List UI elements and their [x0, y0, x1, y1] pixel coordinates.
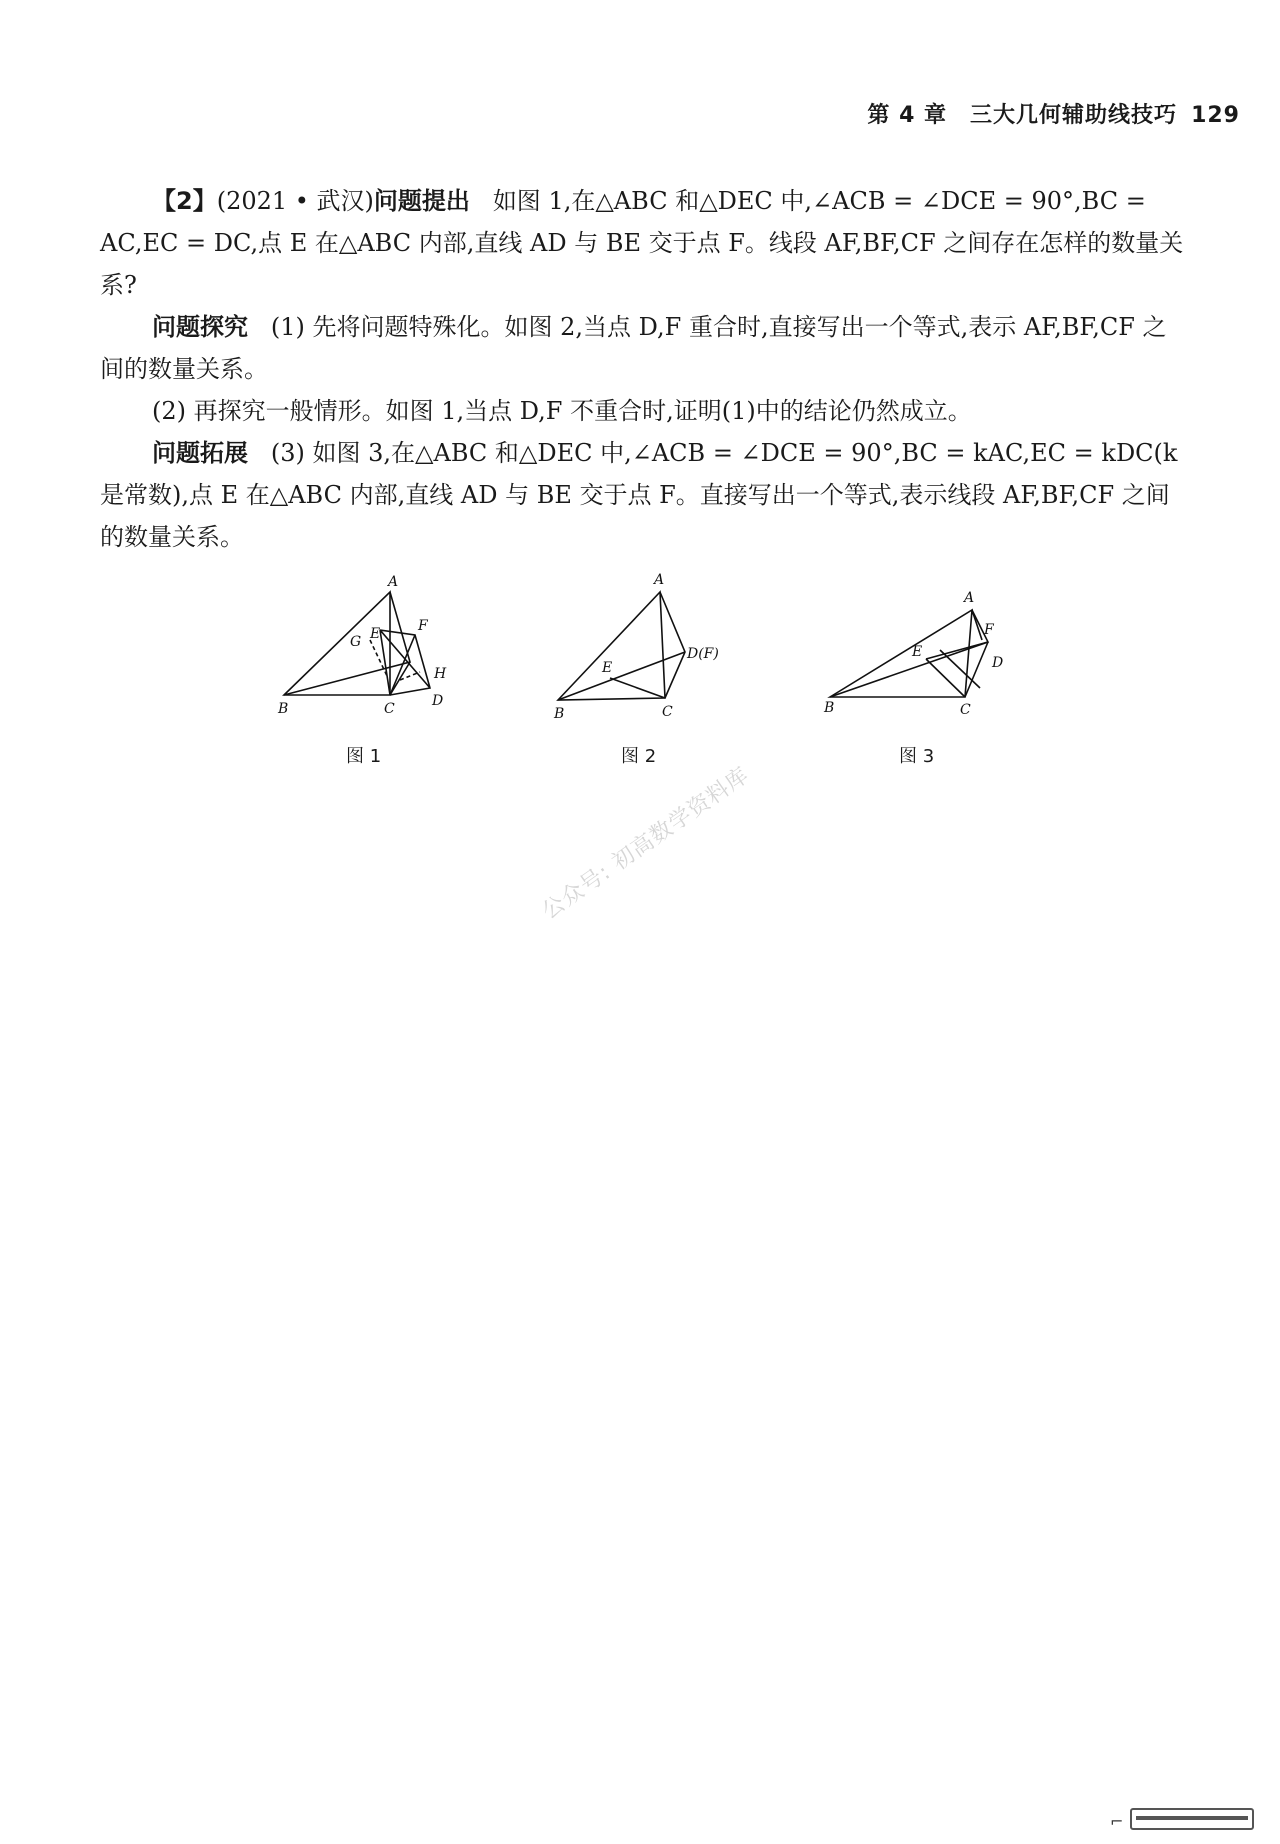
fig1-label-c: C	[384, 701, 395, 717]
paragraph-1: 如图 1,在△ABC 和△DEC 中,∠ACB = ∠DCE = 90°,BC = AC,EC = DC,点 E 在△ABC 内部,直线 AD 与 BE 交于点 F。线段 AF,BF,CF 之间存在怎样的数量关系?	[100, 187, 1184, 299]
fig1-label-f: F	[418, 618, 428, 634]
paragraph-2: (1) 先将问题特殊化。如图 2,当点 D,F 重合时,直接写出一个等式,表示 AF,BF,CF 之间的数量关系。	[100, 313, 1167, 383]
extend-part	[100, 432, 1190, 558]
paragraph-3: (2) 再探究一般情形。如图 1,当点 D,F 不重合时,证明(1)中的结论仍然成立。	[152, 397, 972, 425]
fig3-label-a: A	[964, 590, 975, 606]
corner-mark-icon: ⌐	[1110, 1812, 1124, 1831]
watermark: 公众号: 初高数学资料库	[537, 762, 755, 925]
heading-explore: 问题探究	[152, 313, 248, 341]
figure-1-diagram	[270, 570, 470, 730]
problem-number: 【2】	[152, 187, 217, 215]
explore-part-1	[100, 306, 1190, 390]
problem-source: (2021 • 武汉)	[216, 187, 374, 215]
figure-2-diagram	[550, 570, 750, 730]
fig3-label-f: F	[984, 622, 994, 638]
figure-2-caption: 图 2	[621, 746, 657, 767]
fig1-label-b: B	[278, 701, 289, 717]
fig2-label-b: B	[554, 706, 565, 722]
figure-3-caption: 图 3	[899, 746, 935, 767]
fig1-label-a: A	[388, 574, 399, 590]
fig2-label-c: C	[662, 704, 673, 720]
fig2-label-a: A	[654, 572, 665, 588]
figure-1-caption: 图 1	[346, 746, 382, 767]
heading-question: 问题提出	[373, 187, 470, 215]
fig3-label-e: E	[912, 644, 923, 660]
problem-intro	[100, 180, 1190, 306]
paragraph-4: (3) 如图 3,在△ABC 和△DEC 中,∠ACB = ∠DCE = 90°,BC = kAC,EC = kDC(k 是常数),点 E 在△ABC 内部,直线 AD 与 BE 交于点 F。直接写出一个等式,表示线段 AF,BF,CF 之间的数量关系。	[100, 439, 1178, 551]
fig2-label-e: E	[602, 660, 613, 676]
heading-extend: 问题拓展	[152, 439, 248, 467]
page-header	[867, 98, 1240, 129]
fig3-label-d: D	[992, 655, 1004, 671]
figures-row	[0, 570, 1280, 770]
scan-edge-bar-icon	[1130, 1808, 1254, 1830]
fig1-label-g: G	[350, 634, 362, 650]
fig3-label-c: C	[960, 702, 971, 718]
fig1-label-e: E	[370, 626, 381, 642]
explore-part-2	[100, 390, 1190, 432]
fig3-label-b: B	[824, 700, 835, 716]
problem-text	[100, 180, 1190, 558]
figure-3-diagram	[820, 570, 1040, 730]
fig1-label-h: H	[434, 666, 447, 682]
fig1-label-d: D	[432, 693, 444, 709]
chapter-title: 第 4 章 三大几何辅助线技巧	[867, 103, 1178, 128]
page-number: 129	[1191, 103, 1240, 128]
fig2-label-df: D(F)	[687, 646, 719, 662]
